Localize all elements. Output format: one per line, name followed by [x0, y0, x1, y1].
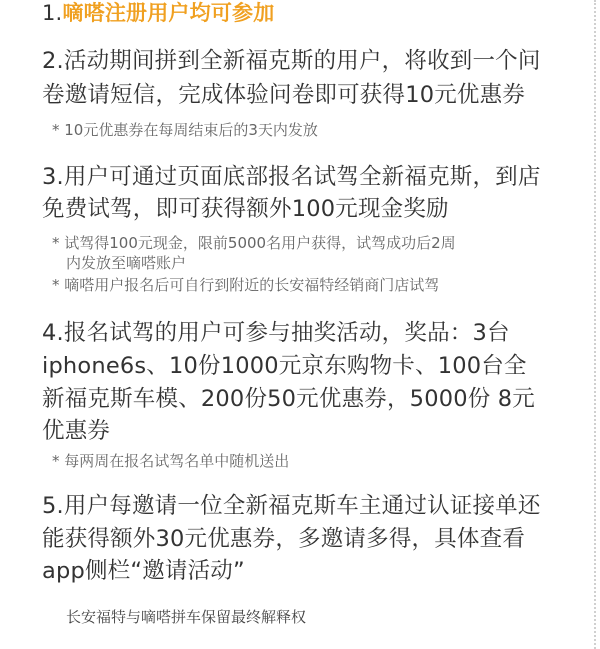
rule-item-4-line-3: 新福克斯车模、200份50元优惠券，5000份 8元 — [42, 386, 536, 412]
rule-item-2-note: * 10元优惠券在每周结束后的3天内发放 — [52, 121, 318, 139]
rule-item-5-line-2: 能获得额外30元优惠券，多邀请多得，具体查看 — [42, 526, 526, 552]
rule-item-2-line-2: 卷邀请短信，完成体验问卷即可获得10元优惠券 — [42, 82, 526, 108]
rule-item-1-text: 嘀嗒注册用户均可参加 — [62, 1, 275, 25]
rule-item-3-line-2: 免费试驾，即可获得额外100元现金奖励 — [42, 196, 449, 222]
disclaimer-footer: 长安福特与嘀嗒拼车保留最终解释权 — [66, 608, 307, 626]
rule-item-1 — [42, 0, 274, 27]
dotted-edge-decoration — [594, 0, 596, 649]
rule-item-1-number: 1. — [42, 1, 63, 25]
rule-item-3-line-1: 3.用户可通过页面底部报名试驾全新福克斯，到店 — [42, 164, 541, 190]
rule-item-5-line-1: 5.用户每邀请一位全新福克斯车主通过认证接单还 — [42, 493, 541, 519]
rule-item-3-note-2: * 嘀嗒用户报名后可自行到附近的长安福特经销商门店试驾 — [52, 276, 440, 294]
rule-item-4-note: * 每两周在报名试驾名单中随机送出 — [52, 452, 290, 470]
rule-item-5-line-3: app侧栏“邀请活动” — [42, 558, 245, 584]
rule-item-3-note-1: * 试驾得100元现金，限前5000名用户获得，试驾成功后2周 — [52, 234, 456, 252]
rule-item-3-note-1-cont: 内发放至嘀嗒账户 — [66, 254, 187, 272]
rule-item-2-line-1: 2.活动期间拼到全新福克斯的用户，将收到一个问 — [42, 48, 541, 74]
rule-item-4-line-2: iphone6s、10份1000元京东购物卡、100台全 — [42, 353, 527, 379]
rule-item-4-line-1: 4.报名试驾的用户可参与抽奖活动，奖品：3台 — [42, 320, 510, 346]
rule-item-4-line-4: 优惠券 — [42, 418, 111, 444]
